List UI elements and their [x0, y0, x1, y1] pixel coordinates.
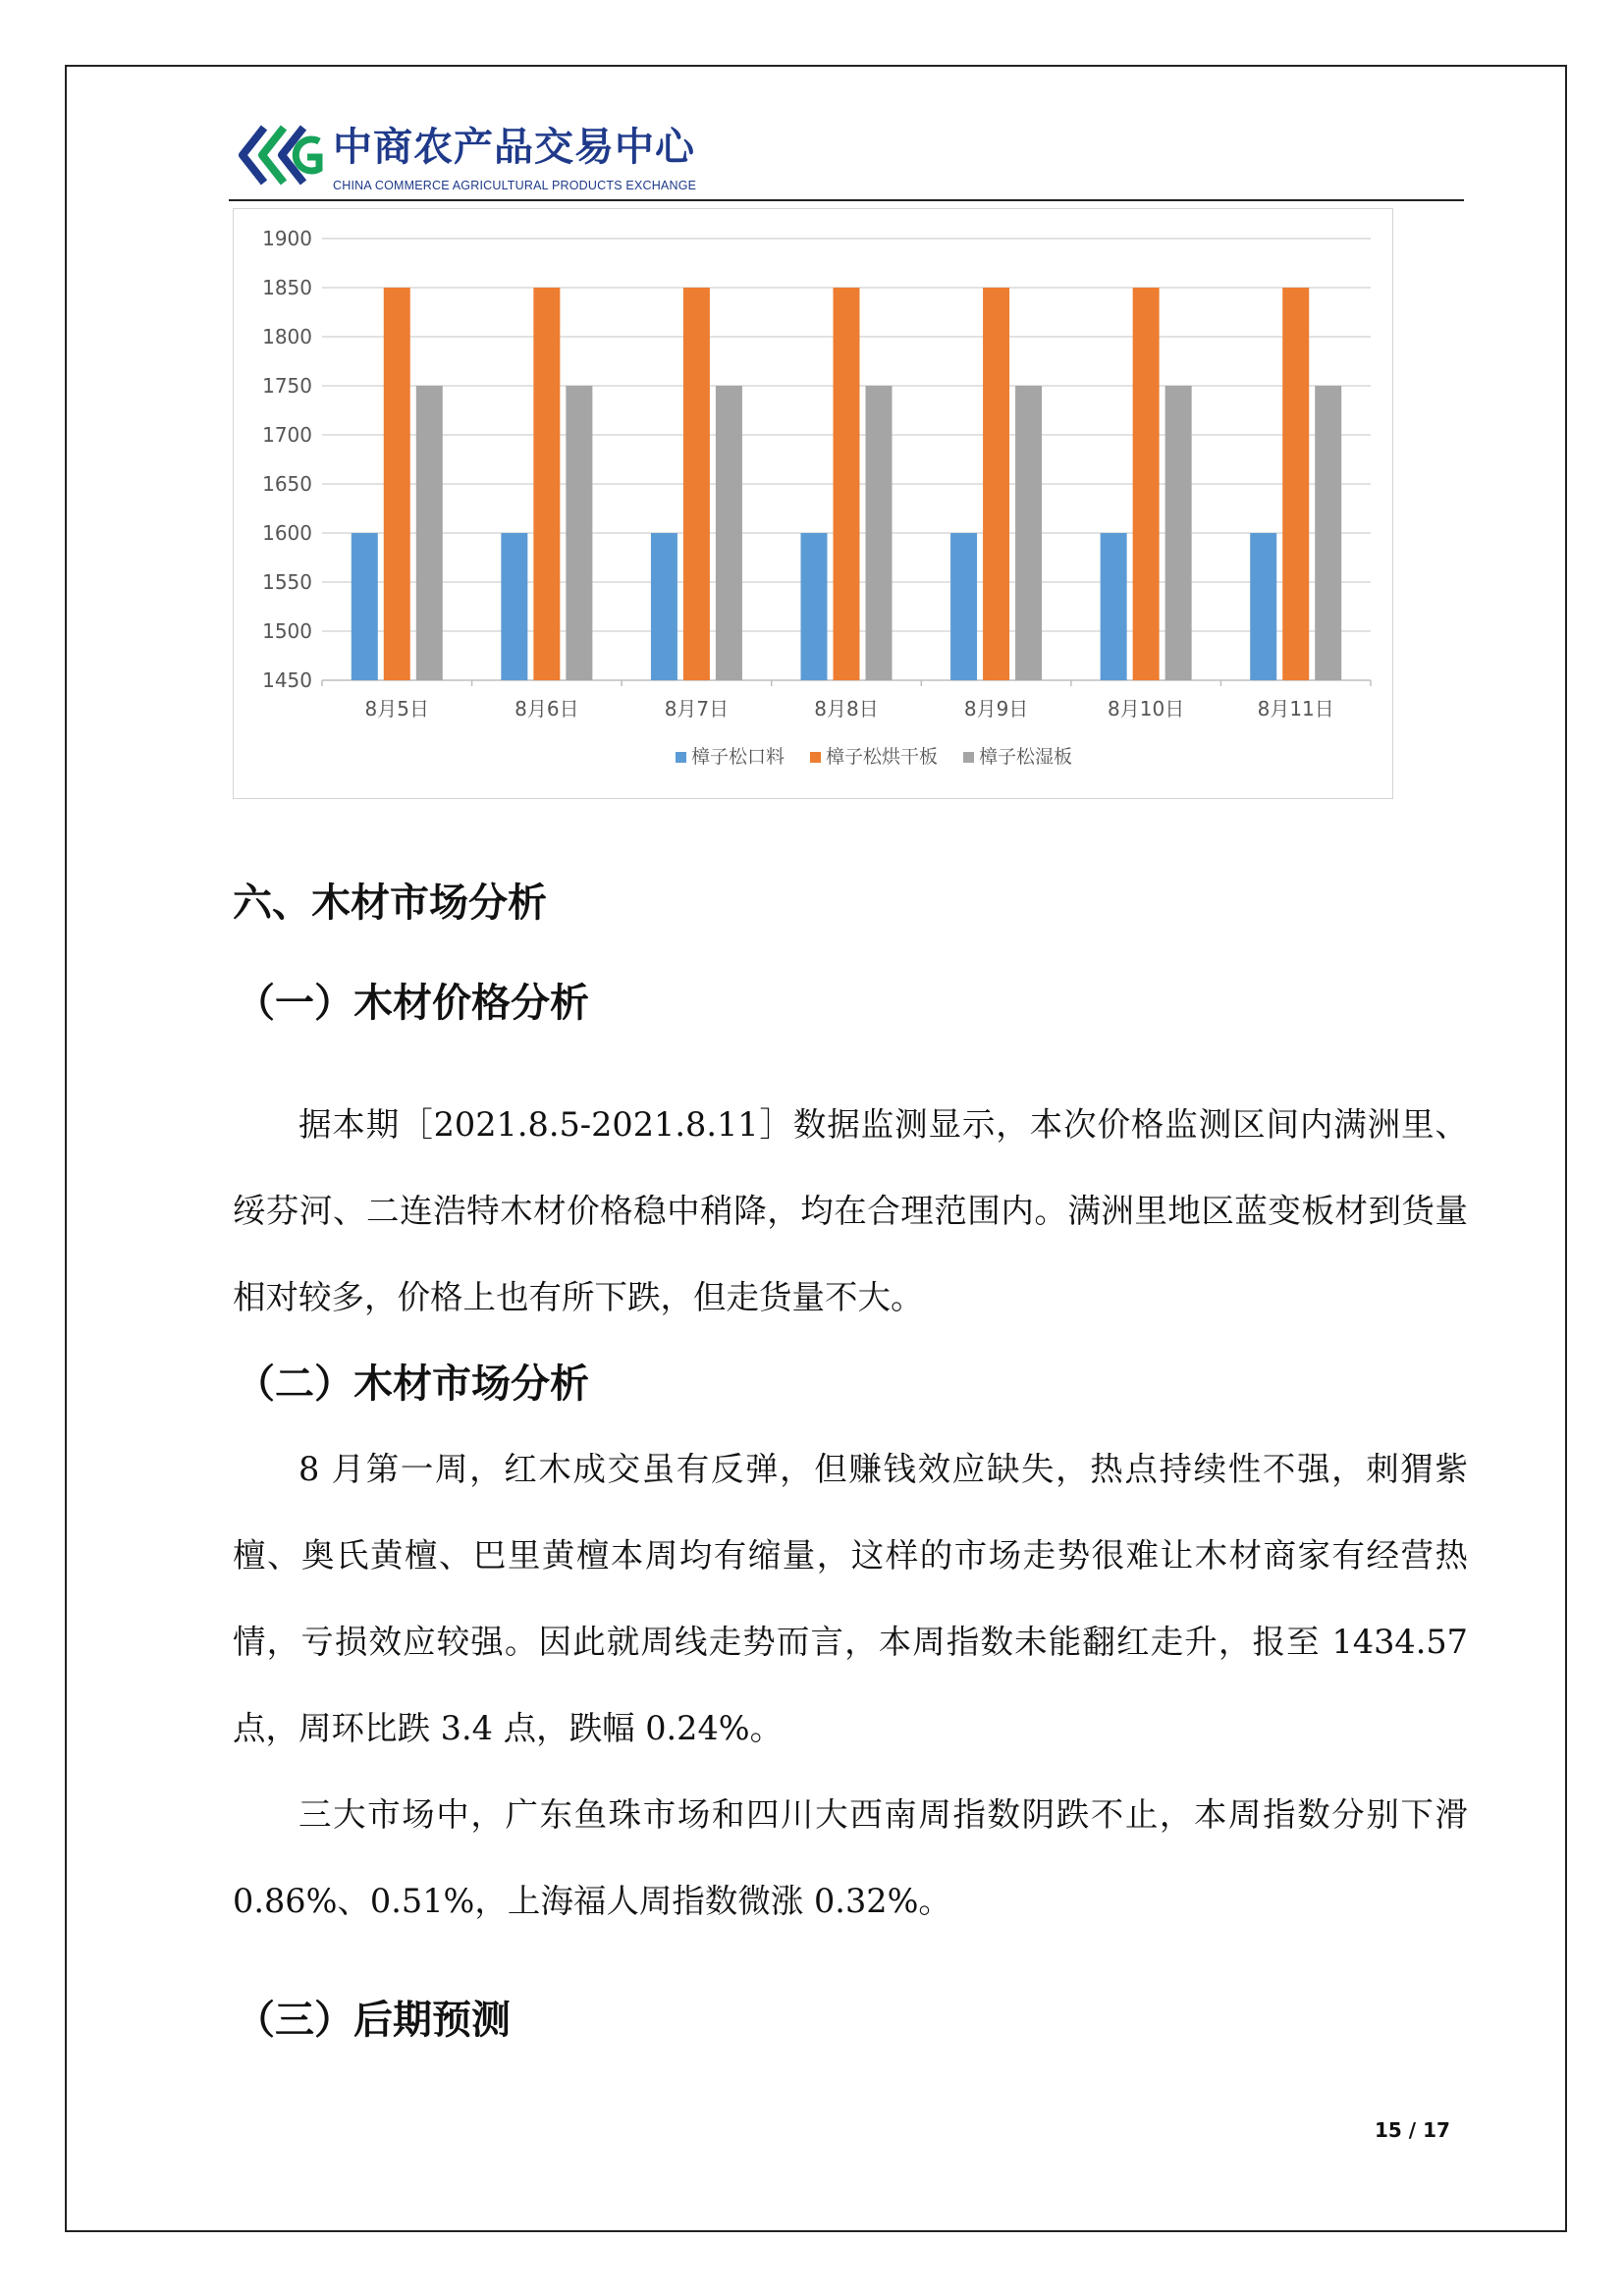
- y-tick-label: 1850: [262, 276, 312, 299]
- bar-2: [834, 288, 860, 680]
- legend-label-1: 樟子松口料: [691, 746, 785, 768]
- bar-3: [716, 386, 742, 680]
- subsection-title-market: （二）木材市场分析: [236, 1362, 589, 1407]
- x-tick-label: 8月11日: [1257, 697, 1334, 721]
- legend-swatch-1: [676, 752, 686, 763]
- bar-1: [1250, 533, 1276, 680]
- legend-label-2: 樟子松烘干板: [826, 746, 939, 768]
- bar-1: [651, 533, 677, 680]
- paragraph-market-analysis: 8 月第一周，红木成交虽有反弹，但赚钱效应缺失，热点持续性不强，刺猬紫檀、奥氏黄檀、巴里黄檀本周均有缩量，这样的市场走势很难让木材商家有经营热情，亏损效应较强。因此就周线走势而言，本周指数未能翻红走升，报至 1434.57 点，周环比跌 3.4 点，跌幅 0.24%。: [233, 1450, 1468, 1747]
- bar-3: [1315, 386, 1341, 680]
- legend-swatch-3: [963, 752, 974, 763]
- bar-1: [501, 533, 527, 680]
- bar-3: [1015, 386, 1042, 680]
- company-logo-icon: [235, 120, 329, 190]
- x-tick-label: 8月8日: [814, 697, 879, 721]
- page-number: 15 / 17: [1375, 2118, 1450, 2142]
- subsection-title-price: （一）木材价格分析: [236, 981, 589, 1026]
- bar-2: [983, 288, 1009, 680]
- bar-3: [416, 386, 443, 680]
- y-tick-label: 1750: [262, 374, 312, 398]
- header-divider: [229, 199, 1464, 201]
- page-header: [229, 110, 1464, 200]
- y-tick-label: 1600: [262, 521, 312, 545]
- subsection-title-forecast: （三）后期预测: [236, 1998, 511, 2043]
- bar-1: [352, 533, 378, 680]
- legend-label-3: 樟子松湿板: [979, 746, 1073, 768]
- y-tick-label: 1900: [262, 227, 312, 250]
- bar-2: [1133, 288, 1160, 680]
- paragraph-three-markets: 三大市场中，广东鱼珠市场和四川大西南周指数阴跌不止，本周指数分别下滑 0.86%、0.51%，上海福人周指数微涨 0.32%。: [233, 1795, 1468, 1920]
- x-tick-label: 8月9日: [963, 697, 1029, 721]
- bar-2: [683, 288, 710, 680]
- bar-2: [1282, 288, 1309, 680]
- legend-swatch-2: [810, 752, 821, 763]
- bar-1: [950, 533, 977, 680]
- y-tick-label: 1700: [262, 423, 312, 447]
- bar-1: [801, 533, 828, 680]
- logo-english-name: CHINA COMMERCE AGRICULTURAL PRODUCTS EXCHANGE: [333, 179, 697, 192]
- x-tick-label: 8月7日: [664, 697, 730, 721]
- paragraph-price-analysis: 据本期［2021.8.5-2021.8.11］数据监测显示，本次价格监测区间内满洲里、绥芬河、二连浩特木材价格稳中稍降，均在合理范围内。满洲里地区蓝变板材到货量相对较多，价格上也有所下跌，但走货量不大。: [233, 1105, 1468, 1316]
- bar-3: [566, 386, 592, 680]
- chart-canvas: [234, 209, 1392, 798]
- y-tick-label: 1550: [262, 570, 312, 594]
- y-tick-label: 1800: [262, 325, 312, 348]
- y-tick-label: 1500: [262, 619, 312, 643]
- bar-2: [384, 288, 410, 680]
- bar-3: [1165, 386, 1192, 680]
- price-bar-chart: [233, 208, 1393, 799]
- bar-2: [533, 288, 560, 680]
- section-title: 六、木材市场分析: [233, 881, 547, 926]
- logo-chinese-name: 中商农产品交易中心: [333, 125, 695, 170]
- y-tick-label: 1450: [262, 668, 312, 692]
- x-tick-label: 8月5日: [364, 697, 430, 721]
- bar-1: [1101, 533, 1127, 680]
- y-tick-label: 1650: [262, 472, 312, 496]
- x-tick-label: 8月10日: [1108, 697, 1185, 721]
- x-tick-label: 8月6日: [514, 697, 579, 721]
- bar-3: [866, 386, 893, 680]
